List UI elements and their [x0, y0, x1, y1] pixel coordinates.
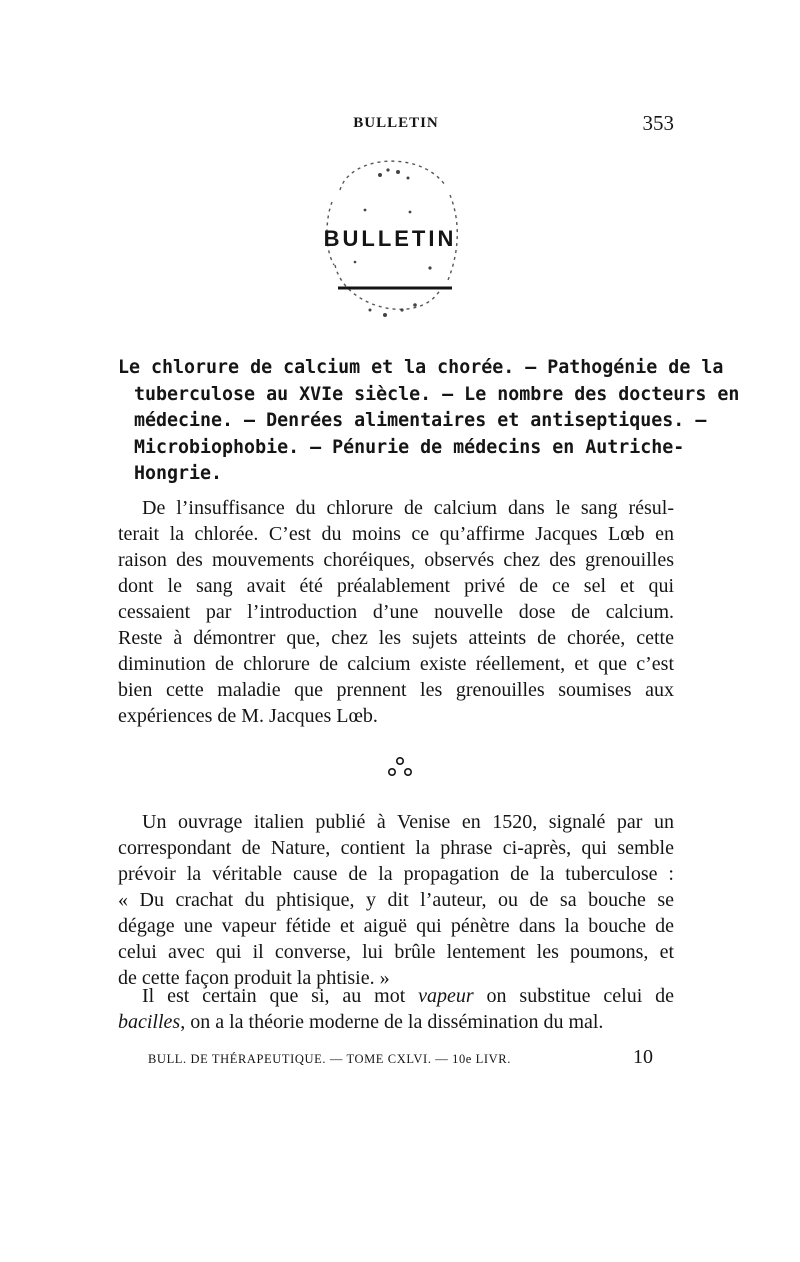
text-line: cessaient par l’introduction d’une nouvelle dose de calcium.	[118, 601, 674, 623]
text-line: dont le sang avait été préalablement privé de ce sel et qui	[118, 575, 674, 597]
text-line: bien cette maladie que prennent les grenouilles soumises aux	[118, 679, 674, 701]
text-run: Il est certain que si, au mot	[142, 985, 419, 1007]
text-line: Reste à démontrer que, chez les sujets atteints de chorée, cette	[118, 627, 674, 649]
text-line	[118, 983, 674, 1009]
text-run: on substitue celui de	[473, 985, 675, 1007]
text-line	[118, 1009, 674, 1035]
printer-signature	[148, 1046, 653, 1074]
text-line: de cette façon produit la phtisie. »	[118, 967, 390, 989]
page-number: 353	[642, 111, 674, 135]
paragraph-bacilli	[118, 983, 674, 1035]
signature-number: 10	[633, 1046, 653, 1068]
summary-line: Hongrie.	[134, 463, 223, 484]
emphasis-vapeur: vapeur	[418, 985, 474, 1007]
chapter-summary	[118, 355, 740, 488]
summary-line: Microbiophobie. — Pénurie de médecins en Autriche-	[134, 436, 685, 458]
vignette-label: BULLETIN	[323, 226, 457, 251]
text-line: dégage une vapeur fétide et aiguë qui pénètre dans la bouche de	[118, 915, 674, 937]
text-line: De l’insuffisance du chlorure de calcium dans le sang résul-	[142, 497, 674, 519]
text-line: diminution de chlorure de calcium existe réellement, et que c’est	[118, 653, 674, 675]
summary-line: tuberculose au XVIe siècle. — Le nombre des docteurs en	[134, 383, 740, 405]
text-line: expériences de M. Jacques Lœb.	[118, 705, 378, 727]
paragraph-calcium-chorea	[118, 495, 674, 729]
text-line: raison des mouvements choréiques, observés chez des grenouilles	[118, 549, 674, 571]
text-line: prévoir la véritable cause de la propagation de la tuberculose :	[118, 863, 674, 885]
running-head	[118, 111, 674, 139]
text-line: « Du crachat du phtisique, y dit l’auteur, ou de sa bouche se	[118, 889, 674, 911]
asterism-icon	[380, 752, 420, 782]
text-line: terait la chlorée. C’est du moins ce qu’affirme Jacques Lœb en	[118, 523, 674, 545]
signature-line: BULL. DE THÉRAPEUTIQUE. — TOME CXLVI. — 10e LIVR.	[148, 1052, 511, 1066]
text-line: Un ouvrage italien publié à Venise en 1520, signalé par un	[142, 811, 674, 833]
summary-line: médecine. — Denrées alimentaires et antiseptiques. —	[134, 410, 707, 431]
summary-line: Le chlorure de calcium et la chorée. — Pathogénie de la	[118, 357, 724, 378]
text-line: correspondant de Nature, contient la phrase ci-après, qui semble	[118, 837, 674, 859]
emphasis-bacilles: bacilles	[118, 1011, 181, 1033]
bulletin-vignette	[310, 150, 470, 340]
vignette-ornament-icon	[310, 150, 470, 340]
paragraph-tuberculosis	[118, 809, 674, 991]
text-line: celui avec qui il converse, lui brûle lentement les poumons, et	[118, 941, 674, 963]
running-title: BULLETIN	[353, 115, 439, 131]
text-run: , on a la théorie moderne de la dissémination du mal.	[180, 1011, 604, 1033]
